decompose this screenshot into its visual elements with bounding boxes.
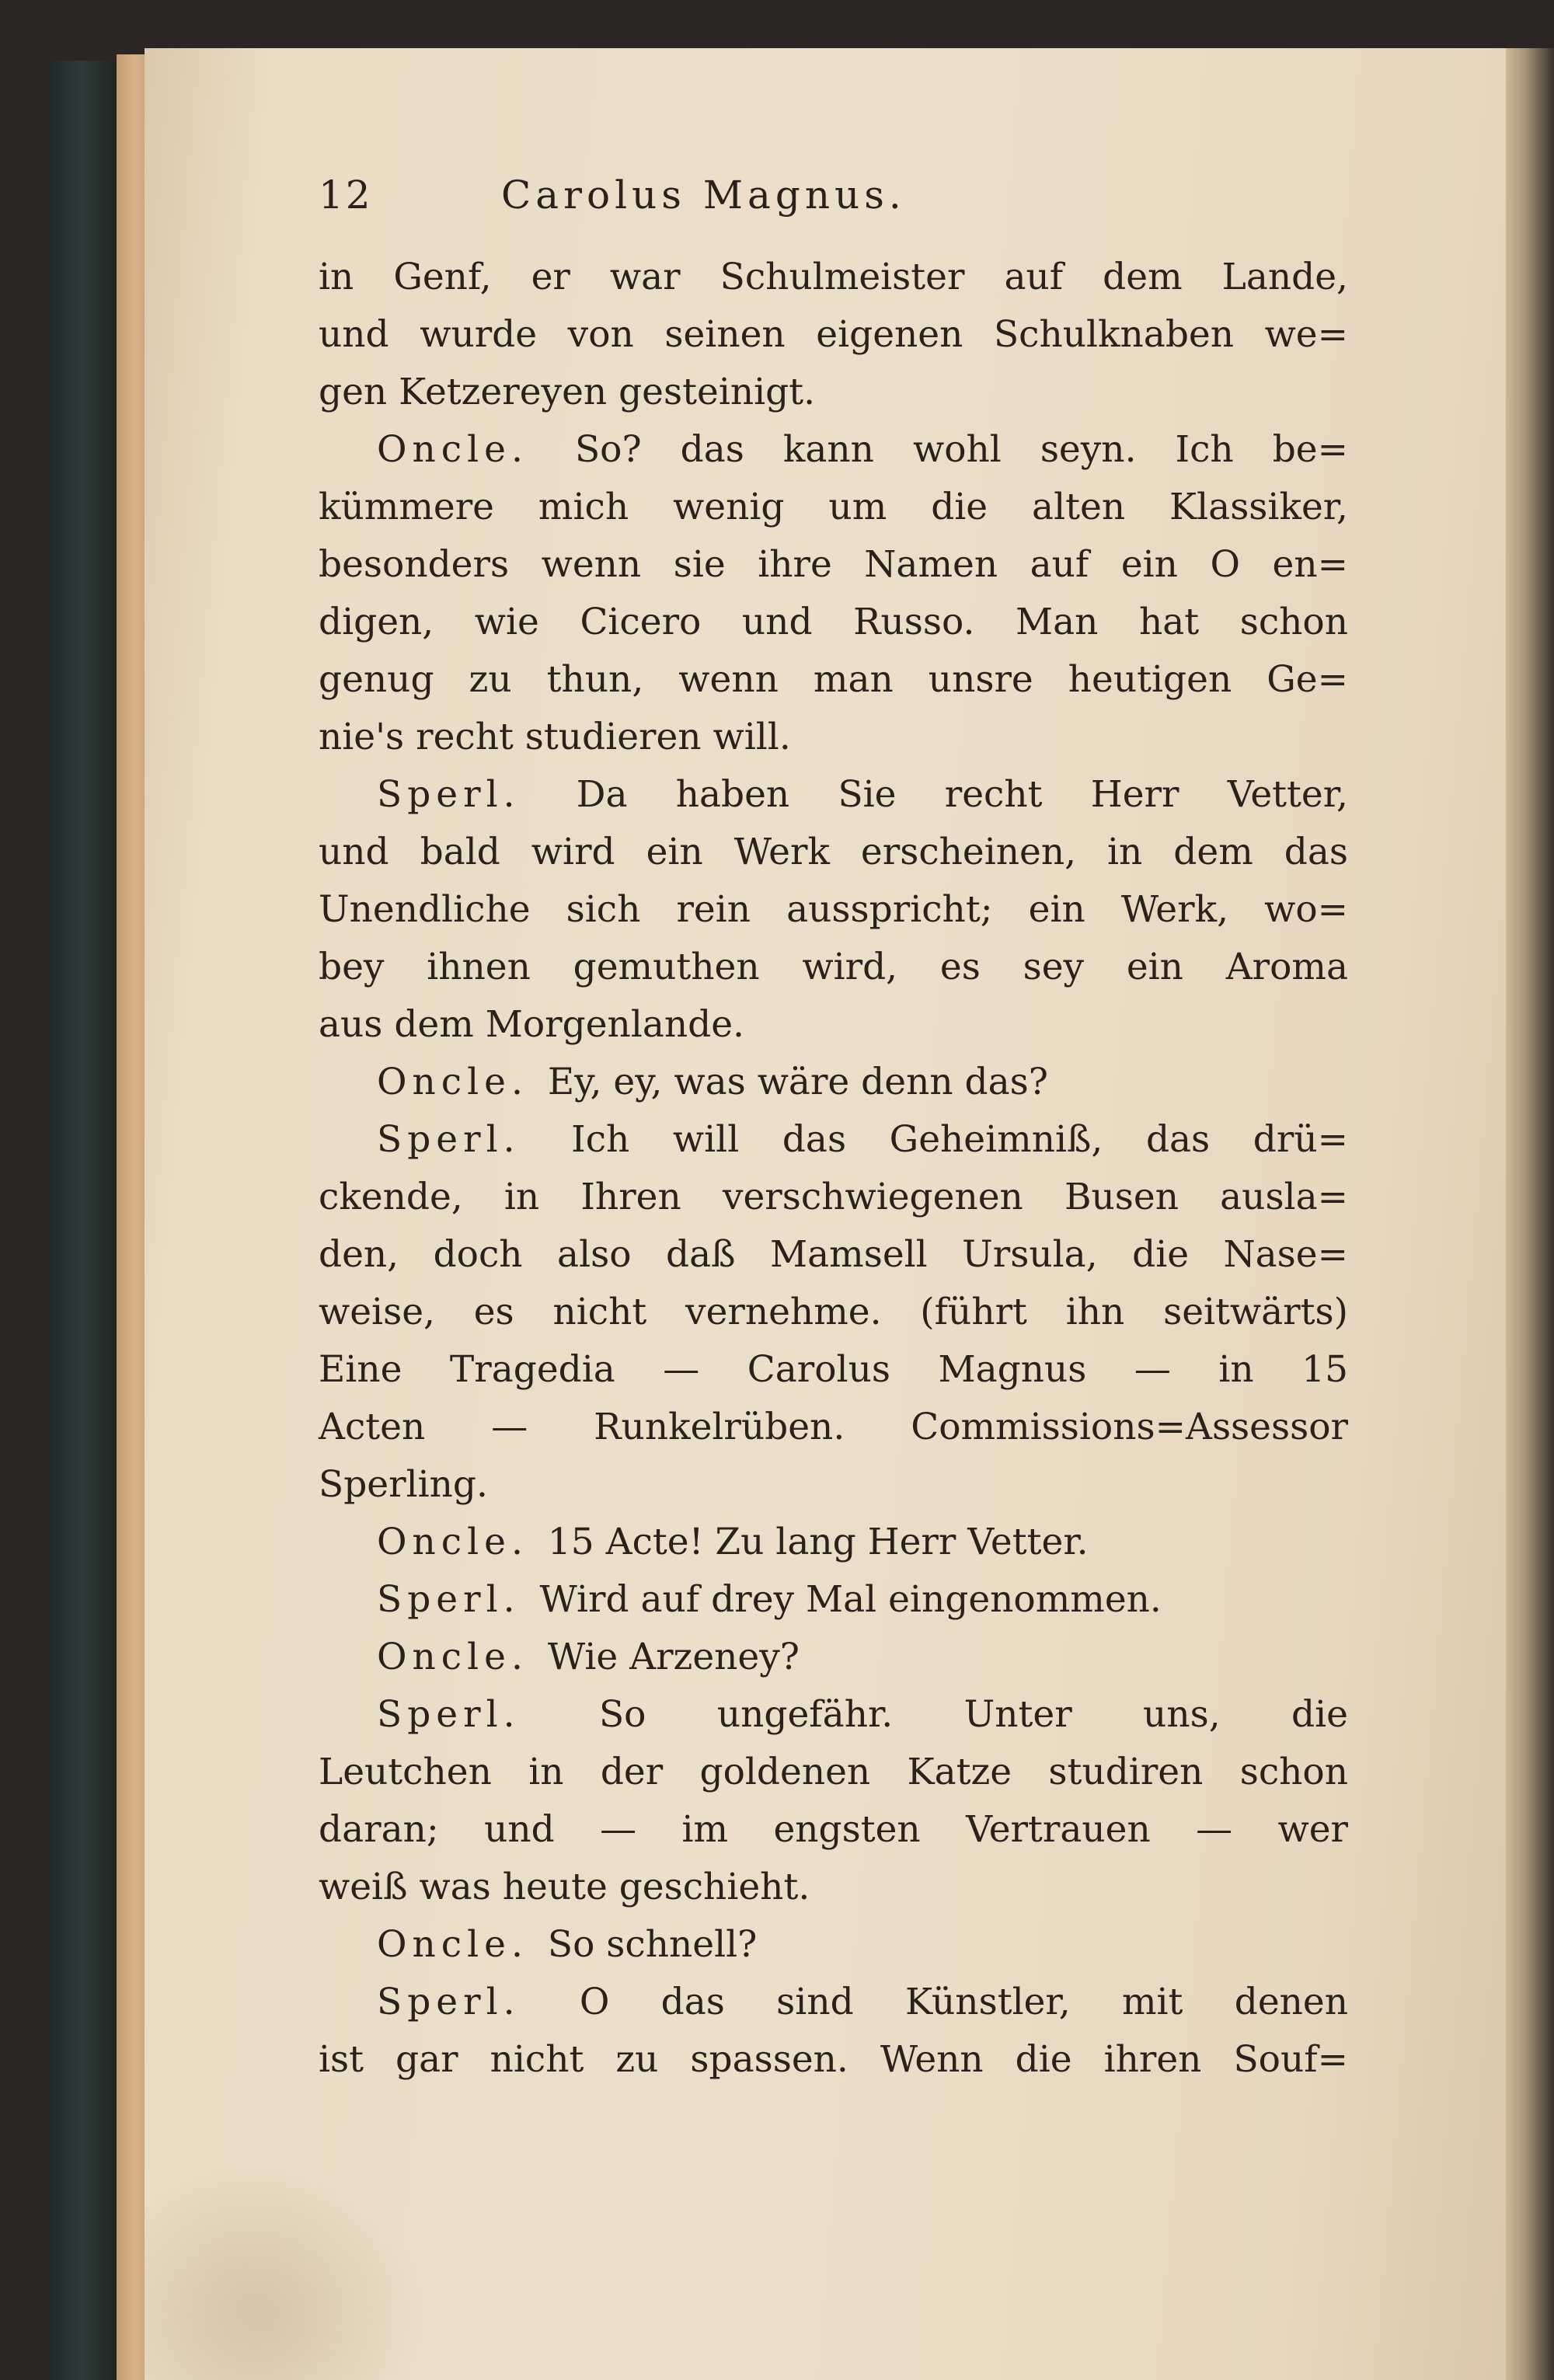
text-line bbox=[319, 536, 1348, 594]
line-text: Ich will das Geheimniß, das drü= bbox=[571, 1118, 1348, 1161]
text-line bbox=[319, 1744, 1348, 1801]
line-text: in Genf, er war Schulmeister auf dem Lande, bbox=[319, 256, 1348, 298]
text-line bbox=[319, 1686, 1348, 1744]
text-line bbox=[319, 881, 1348, 939]
line-text: daran; und — im engsten Vertrauen — wer bbox=[319, 1808, 1348, 1851]
line-text: nie's recht studieren will. bbox=[319, 716, 791, 758]
text-line bbox=[319, 939, 1348, 996]
line-text: Wie Arzeney? bbox=[547, 1636, 800, 1678]
body-text bbox=[319, 249, 1348, 2089]
speaker-name: Oncle. bbox=[377, 1521, 528, 1563]
line-text: und wurde von seinen eigenen Schulknaben we= bbox=[319, 313, 1348, 356]
line-text: O das sind Künstler, mit denen bbox=[579, 1981, 1348, 2023]
speaker-name: Sperl. bbox=[377, 1118, 521, 1161]
line-text: und bald wird ein Werk erscheinen, in dem das bbox=[319, 831, 1348, 873]
text-line bbox=[319, 421, 1348, 479]
line-text: Acten — Runkelrüben. Commissions=Assessor bbox=[319, 1406, 1348, 1448]
line-text: gen Ketzereyen gesteinigt. bbox=[319, 371, 816, 413]
line-text: genug zu thun, wenn man unsre heutigen Ge= bbox=[319, 658, 1348, 701]
line-text: Leutchen in der goldenen Katze studiren schon bbox=[319, 1751, 1348, 1793]
line-text: weiß was heute geschieht. bbox=[319, 1866, 810, 1908]
text-line bbox=[319, 996, 1348, 1054]
text-line bbox=[319, 1111, 1348, 1169]
line-text: Unendliche sich rein ausspricht; ein Werk, wo= bbox=[319, 888, 1348, 931]
text-line bbox=[319, 1514, 1348, 1571]
line-text: 15 Acte! Zu lang Herr Vetter. bbox=[547, 1521, 1089, 1563]
line-text: aus dem Morgenlande. bbox=[319, 1003, 744, 1046]
text-line bbox=[319, 1801, 1348, 1859]
text-line bbox=[319, 709, 1348, 766]
text-line bbox=[319, 1169, 1348, 1226]
line-text: ckende, in Ihren verschwiegenen Busen ausla= bbox=[319, 1176, 1348, 1218]
text-line bbox=[319, 1456, 1348, 1514]
text-line bbox=[319, 2031, 1348, 2089]
speaker-name: Oncle. bbox=[377, 1923, 528, 1966]
page-edge bbox=[117, 54, 148, 2380]
speaker-name: Sperl. bbox=[377, 1578, 521, 1621]
text-line bbox=[319, 651, 1348, 709]
speaker-name: Oncle. bbox=[377, 428, 528, 471]
book-spine bbox=[50, 61, 121, 2380]
text-line bbox=[319, 306, 1348, 364]
text-line bbox=[319, 249, 1348, 306]
speaker-name: Sperl. bbox=[377, 1693, 521, 1736]
line-text: bey ihnen gemuthen wird, es sey ein Aroma bbox=[319, 946, 1348, 988]
speaker-name: Oncle. bbox=[377, 1061, 528, 1103]
text-line bbox=[319, 594, 1348, 651]
line-text: Wird auf drey Mal eingenommen. bbox=[539, 1578, 1162, 1621]
text-line bbox=[319, 1054, 1348, 1111]
facing-page-edge bbox=[1506, 48, 1554, 2380]
text-line bbox=[319, 1571, 1348, 1629]
text-line bbox=[319, 1974, 1348, 2031]
text-line bbox=[319, 479, 1348, 536]
text-line bbox=[319, 1916, 1348, 1974]
line-text: den, doch also daß Mamsell Ursula, die Nase= bbox=[319, 1233, 1348, 1276]
text-line bbox=[319, 1341, 1348, 1399]
text-line bbox=[319, 1629, 1348, 1686]
text-line bbox=[319, 364, 1348, 421]
line-text: So? das kann wohl seyn. Ich be= bbox=[574, 428, 1348, 471]
line-text: Ey, ey, was wäre denn das? bbox=[547, 1061, 1048, 1103]
text-line bbox=[319, 1226, 1348, 1284]
speaker-name: Sperl. bbox=[377, 773, 521, 816]
text-line bbox=[319, 1399, 1348, 1456]
text-line bbox=[319, 766, 1348, 824]
line-text: Da haben Sie recht Herr Vetter, bbox=[576, 773, 1348, 816]
line-text: kümmere mich wenig um die alten Klassiker, bbox=[319, 486, 1348, 528]
text-line bbox=[319, 1859, 1348, 1916]
line-text: digen, wie Cicero und Russo. Man hat schon bbox=[319, 601, 1348, 643]
speaker-name: Oncle. bbox=[377, 1636, 528, 1678]
line-text: besonders wenn sie ihre Namen auf ein O en= bbox=[319, 543, 1348, 586]
text-line bbox=[319, 824, 1348, 881]
running-title: Carolus Magnus. bbox=[501, 172, 906, 218]
line-text: weise, es nicht vernehme. (führt ihn seitwärts) bbox=[319, 1291, 1348, 1333]
speaker-name: Sperl. bbox=[377, 1981, 521, 2023]
paper-stain bbox=[145, 2160, 424, 2380]
line-text: Eine Tragedia — Carolus Magnus — in 15 bbox=[319, 1348, 1348, 1391]
running-head bbox=[319, 172, 1348, 242]
page-text-block bbox=[319, 172, 1348, 2089]
text-line bbox=[319, 1284, 1348, 1341]
line-text: Sperling. bbox=[319, 1463, 488, 1506]
page-number: 12 bbox=[319, 172, 373, 218]
line-text: ist gar nicht zu spassen. Wenn die ihren Souf= bbox=[319, 2038, 1348, 2081]
line-text: So ungefähr. Unter uns, die bbox=[598, 1693, 1348, 1736]
line-text: So schnell? bbox=[547, 1923, 758, 1966]
